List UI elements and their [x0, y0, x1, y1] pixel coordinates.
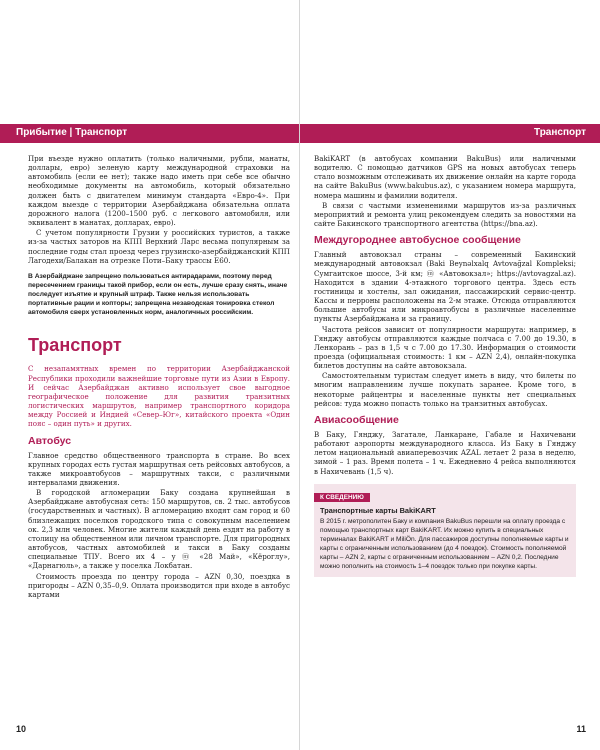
right-header-text: Транспорт — [533, 127, 586, 138]
section-air-travel: Авиасообщение — [314, 413, 399, 426]
left-para-1: При въезде нужно оплатить (только наличными, рубли, манаты, доллары, евро) зеленую карту международной страховки на автомобиль (если ее нет); также надо иметь при себе все обычно необходимые документы на автомобиль, который обязательно должен быть с двигателем минимум стандарта «Евро-4». При каждом выезде с территории Азербайджана обязательна оплата дорожного налога (1200–1500 руб. с легкового автомобиля, или эквивалент в манатах, долларах, евро). — [28, 154, 290, 228]
right-running-header — [300, 124, 600, 143]
right-para-1: BakiKART (в автобусах компании BakuBus) или наличными водителю. С помощью датчиков GPS на новых автобусах теперь стало возможным отслеживать их движение онлайн на карте города на сайте BakuBus (www.bakubus.az), с указанием номера маршрута, номера машины и фамилии водителя. — [314, 154, 576, 200]
info-box — [314, 484, 576, 577]
section-title-transport: Транспорт — [28, 335, 122, 356]
left-running-header — [0, 124, 300, 143]
subsection-bus: Автобус — [28, 434, 72, 447]
left-column — [28, 154, 290, 600]
transport-lead: С незапамятных времен по территории Азербайджанской Республики проходили важнейшие торговые пути из Азии в Европу. И сейчас Азербайджан активно использует свое выгодное географическое положение для развития транзитных логистических маршрутов, например транспортного коридора между Россией и Индией «Север–Юг», китайского проекта «Один пояс – один путь» и других. — [28, 364, 290, 429]
warning-note: В Азербайджане запрещено пользоваться антирадарами, поэтому перед пересечением границы такой прибор, если он есть, лучше сразу снять, иначе последует изъятие и крупный штраф. Также нельзя использовать портативные рации и копторы; запрещена незаводская тонировка стекол автомобиля сверх установленных норм, аналогичных российским. — [28, 272, 288, 316]
left-header-text: Прибытие | Транспорт — [16, 127, 128, 138]
left-para-2: С учетом популярности Грузии у российских туристов, а также из-за частых заторов на КПП Верхний Ларс весьма популярным за последние годы стал проезд через грузинско-азербайджанский КПП Лагодехи/Балакан на отрезке Поти–Баку трассы Е60. — [28, 228, 290, 265]
right-page-number: 11 — [576, 724, 586, 734]
left-page-number: 10 — [16, 724, 27, 734]
info-box-text: В 2015 г. метрополитен Баку и компания BakuBus перешли на оплату проезда с помощью транспортных карт BakiKART. Их можно купить в специальных терминалах BakiKART и MiliÖn. Для пассажиров доступны пополняемые карты и карты с ограниченным использованием (до 4 поездок). Стоимость пополняемой карты – AZN 2, карты с ограниченным использованием – AZN 0,2. Последние можно пополнить на стоимость 1–4 поездок только при покупке карты. — [320, 517, 569, 570]
bus-para-3: Стоимость проезда по центру города – AZN 0,30, поездка в пригороды – AZN 0,35–0,9. Оплата производится при входе в автобус картами — [28, 571, 290, 599]
info-box-tag: К СВЕДЕНИЮ — [314, 493, 370, 502]
intercity-para-3: Самостоятельным туристам следует иметь в виду, что билеты по многим направлениям лучше покупать заранее. Кроме того, в некоторые райцентры и населенные пункты нет специальных рейсов: туда можно попасть только на транзитных автобусах. — [314, 371, 576, 408]
bus-para-2: В городской агломерации Баку создана крупнейшая в Азербайджане автобусная сеть: 150 маршрутов, св. 2 тыс. автобусов (государственных и частных). В агломерацию входят сам город и 60 близлежащих поселков городского типа с совокупным населением ок. 2,3 млн человек. Многие жители каждый день ездят на работу в столицу на общественном или личном транспорте. Для пригородных автобусов, частных автомобилей и такси в Баку созданы специальные ТПУ. Всего их 4 – у ⓜ «28 Май», «Кёроглу», «Дарнагюль», а также у поселка Локбатан. — [28, 488, 290, 571]
intercity-para-1: Главный автовокзал страны – современный Бакинский международный автовокзал (Baki Beynəlxalq Avtovağzal Kompleksi; Сумгаитское шоссе, 3-й км; ⓜ «Автовокзал»; https://avtovagzal.az). Находится в здании 4-этажного торгового центра. Здесь есть гостиницы и хостелы, зал ожидания, пассажирский сервис-центр. Кассы и перроны расположены на 2-м этаже. Отсюда отправляются большие автобусы или микроавтобусы в различные населенные пункты Азербайджана и за границу. — [314, 250, 576, 324]
right-column — [314, 154, 576, 577]
info-box-title: Транспортные карты BakiKART — [320, 505, 436, 515]
info-box-body — [314, 503, 576, 577]
right-page — [300, 0, 600, 750]
bus-para-1: Главное средство общественного транспорта в стране. Во всех крупных городах есть густая маршрутная сеть рейсовых автобусов, а также микроавтобусов – маршрутных такси, с различными интервалами движения. — [28, 450, 290, 487]
air-para-1: В Баку, Гянджу, Загатале, Ланкаране, Габале и Нахичевани работают аэропорты международного класса. Из Баку в Гянджу летом национальный авиаперевозчик AZAL летает 2 раза в неделю, зимой – 1 раз. Время полета – 1 ч. Ежедневно 4 рейса выполняются в Нахичевань (1,5 ч). — [314, 429, 576, 476]
section-intercity-bus: Междугороднее автобусное сообщение — [314, 234, 521, 247]
intercity-para-2: Частота рейсов зависит от популярности маршрута: например, в Гянджу автобусы отправляются каждые полчаса с 7.00 до 19.30, в Ленкорань – раз в 1,5 ч с 7.00 до 17.30. Информация о стоимости проезда (официальная стоимость: 1 км – AZN 2,4), онлайн-покупка билетов доступны на сайте автовокзала. — [314, 324, 576, 371]
right-para-2: В связи с частыми изменениями маршрутов из-за различных мероприятий и ремонта улиц рекомендуем следить за новостями на сайте Бакинского транспортного агентства (https://bna.az). — [314, 200, 576, 229]
